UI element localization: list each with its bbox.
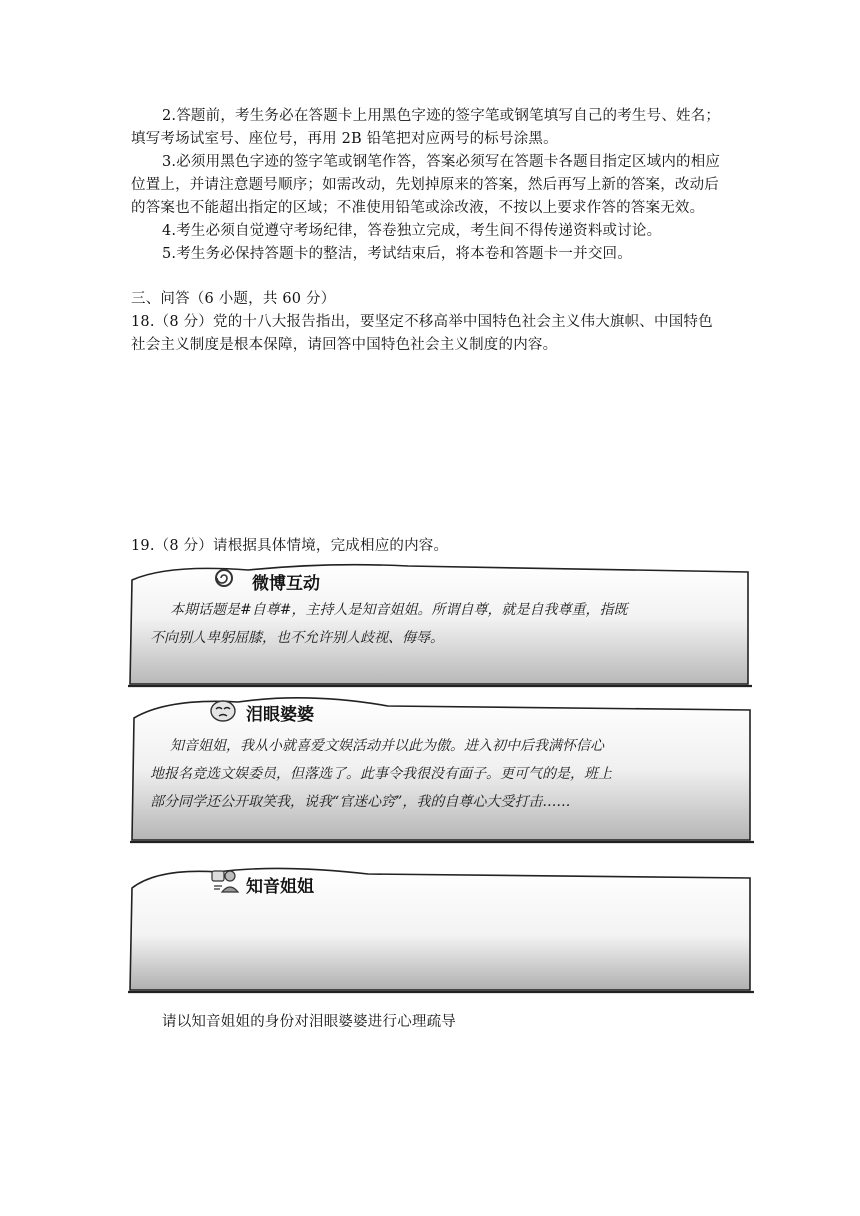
panel-teary-title: 泪眼婆婆 bbox=[246, 705, 314, 725]
question-18-line: 18.（8 分）党的十八大报告指出，要坚定不移高举中国特色社会主义伟大旗帜、中国特色 bbox=[131, 314, 713, 330]
panel-sister bbox=[128, 862, 756, 996]
instruction-line: 2.答题前，考生务必在答题卡上用黑色字迹的签字笔或钢笔填写自己的考生号、姓名； bbox=[162, 108, 721, 124]
panel-sister-title: 知音姐姐 bbox=[246, 877, 314, 897]
panel-weibo-line: 不向别人卑躬屈膝，也不允许别人歧视、侮辱。 bbox=[150, 630, 444, 646]
instruction-line: 4.考生必须自觉遵守考场纪律，答卷独立完成，考生间不得传递资料或讨论。 bbox=[162, 223, 662, 239]
panel-weibo-line: 本期话题是#自尊#，主持人是知音姐姐。所谓自尊，就是自我尊重，指既 bbox=[170, 602, 628, 618]
instruction-line: 5.考生务必保持答题卡的整洁，考试结束后，将本卷和答题卡一并交回。 bbox=[162, 246, 632, 262]
panel-weibo-title: 微博互动 bbox=[252, 574, 320, 594]
panel-teary-line: 部分同学还公开取笑我，说我“官迷心窍”，我的自尊心大受打击…… bbox=[150, 794, 571, 810]
instruction-line: 3.必须用黑色字迹的签字笔或钢笔作答，答案必须写在答题卡各题目指定区域内的相应 bbox=[162, 154, 721, 170]
question-18-line: 社会主义制度是根本保障，请回答中国特色社会主义制度的内容。 bbox=[131, 337, 558, 353]
panel-weibo bbox=[128, 560, 756, 688]
panel-teary-line: 地报名竞选文娱委员，但落选了。此事令我很没有面子。更可气的是，班上 bbox=[150, 766, 612, 782]
instruction-line: 位置上，并请注意题号顺序；如需改动，先划掉原来的答案，然后再写上新的答案，改动后 bbox=[131, 177, 719, 193]
section-title: 三、问答（6 小题，共 60 分） bbox=[131, 291, 336, 307]
panel-teary-line: 知音姐姐，我从小就喜爱文娱活动并以此为傲。进入初中后我满怀信心 bbox=[170, 738, 604, 754]
question-19-prompt: 请以知音姐姐的身份对泪眼婆婆进行心理疏导 bbox=[162, 1014, 456, 1030]
instruction-line: 的答案也不能超出指定的区域；不准使用铅笔或涂改液，不按以上要求作答的答案无效。 bbox=[131, 200, 705, 216]
question-19-title: 19.（8 分）请根据具体情境，完成相应的内容。 bbox=[131, 538, 449, 554]
panel-teary bbox=[128, 692, 756, 844]
instruction-line: 填写考场试室号、座位号，再用 2B 铅笔把对应两号的标号涂黑。 bbox=[131, 131, 558, 147]
